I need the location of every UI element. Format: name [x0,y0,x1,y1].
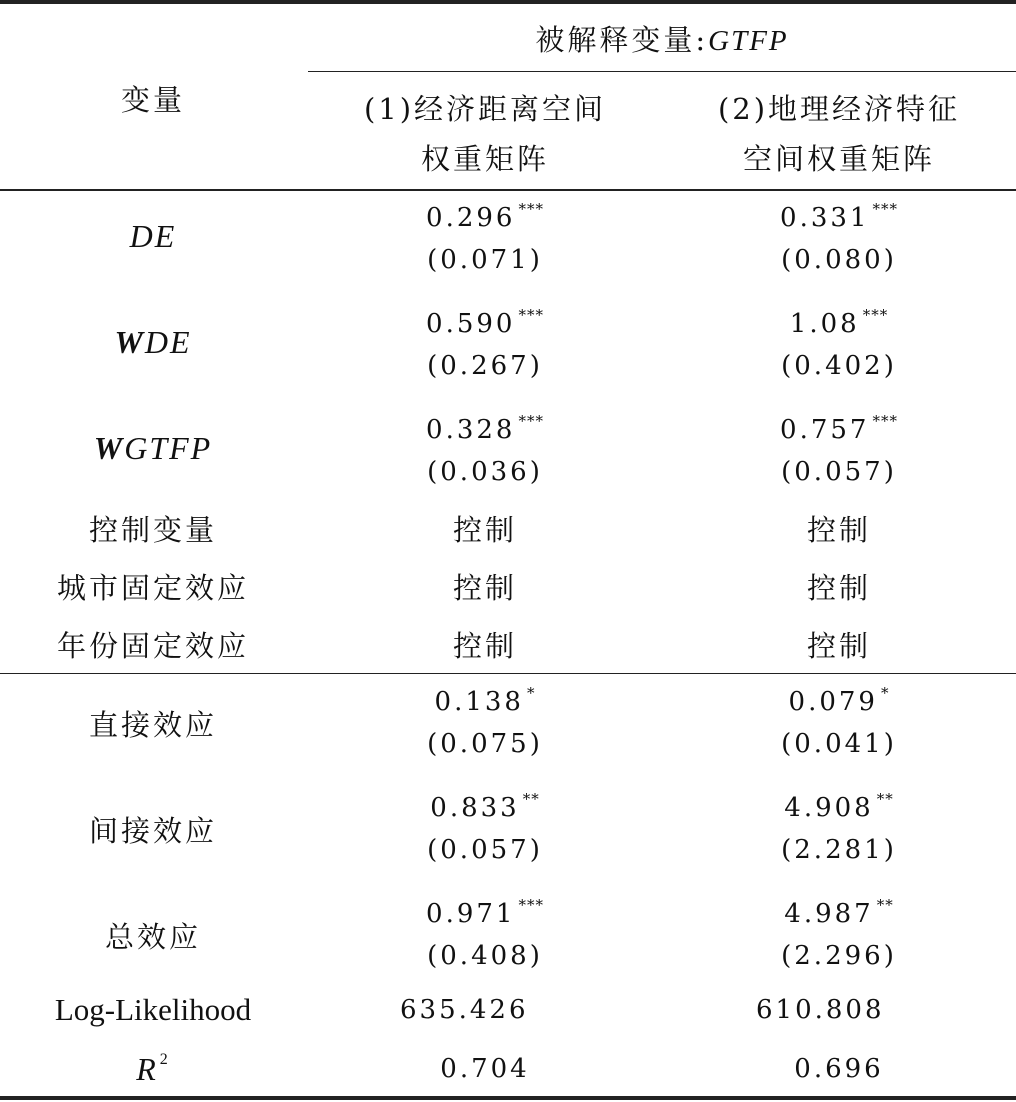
loglik-col1: 635.426 [400,995,529,1025]
loglik-col2: 610.808 [756,995,885,1025]
wgtfp-se-col1: (0.036) [427,457,543,487]
row-label-wgtfp: WGTFP [93,430,213,466]
wde-se-col2: (0.402) [781,351,897,381]
row-label-r2: R $^2$ [136,1051,170,1087]
direct-coef-col2: 0.079 * [788,684,890,717]
row-label-indirect: 间接效应 [88,814,217,848]
indirect-coef-col2: 4.908 ** [784,790,894,823]
row-label-loglik: Log-Likelihood [54,992,252,1027]
de-coef-col1: 0.296 *** [426,200,544,233]
controls-col2: 控制 [806,513,871,547]
wde-se-col1: (0.267) [427,351,543,381]
r2-col2: 0.696 [794,1054,884,1084]
header-bottom-rule [0,189,1016,191]
total-coef-col2: 4.987 ** [784,896,894,929]
total-se-col2: (2.296) [781,941,897,971]
year-fe-col2: 控制 [806,629,871,663]
total-se-col1: (0.408) [427,941,543,971]
de-coef-col2: 0.331 *** [780,200,898,233]
top-rule [0,0,1016,4]
year-fe-col1: 控制 [452,629,517,663]
header-mid-rule [308,71,1016,72]
col1-header-line2: 权重矩阵 [420,142,549,176]
indirect-se-col1: (0.057) [427,835,543,865]
row-label-total: 总效应 [104,920,201,954]
row-label-year-fe: 年份固定效应 [56,629,249,663]
row-label-de: DE [129,218,177,254]
controls-col1: 控制 [452,513,517,547]
col1-header-line1: (1)经济距离空间 [363,92,607,126]
effects-rule [0,673,1016,674]
row-label-city-fe: 城市固定效应 [56,571,249,605]
row-label-wde: WDE [114,324,192,360]
wde-coef-col1: 0.590 *** [426,306,544,339]
city-fe-col1: 控制 [452,571,517,605]
r2-col1: 0.704 [440,1054,530,1084]
row-label-direct: 直接效应 [88,708,217,742]
total-coef-col1: 0.971 *** [426,896,544,929]
dependent-prefix: 被解释变量: [535,23,709,57]
row-label-controls: 控制变量 [88,513,217,547]
wgtfp-coef-col2: 0.757 *** [780,412,898,445]
direct-se-col2: (0.041) [781,729,897,759]
dependent-var: GTFP [708,25,789,57]
indirect-coef-col1: 0.833 ** [430,790,540,823]
de-se-col2: (0.080) [781,245,897,275]
dependent-variable-header [308,18,1016,59]
col2-header-line2: 空间权重矩阵 [742,142,935,176]
direct-se-col1: (0.075) [427,729,543,759]
bottom-rule [0,1096,1016,1100]
indirect-se-col2: (2.281) [781,835,897,865]
wgtfp-coef-col1: 0.328 *** [426,412,544,445]
direct-coef-col1: 0.138 * [434,684,536,717]
col2-header-line1: (2)地理经济特征 [717,92,961,126]
city-fe-col2: 控制 [806,571,871,605]
wgtfp-se-col2: (0.057) [781,457,897,487]
variable-header: 变量 [120,83,185,117]
de-se-col1: (0.071) [427,245,543,275]
wde-coef-col2: 1.08 *** [789,306,889,339]
